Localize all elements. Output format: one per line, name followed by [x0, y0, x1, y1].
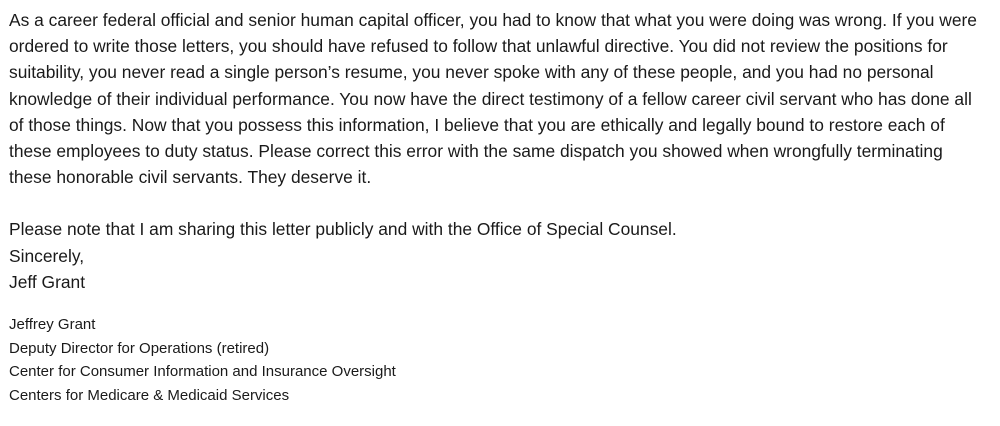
paragraph-line: As a career federal official and senior human capital officer, you had to know that what you were doing was wrong. If you were	[9, 10, 977, 30]
paragraph-line: these honorable civil servants. They deserve it.	[9, 167, 372, 188]
signature-agency: Centers for Medicare & Medicaid Services	[9, 386, 290, 404]
main-paragraph	[9, 7, 994, 190]
note-line: Please note that I am sharing this letter publicly and with the Office of Special Counsel.	[9, 219, 677, 240]
paragraph-line: knowledge of their individual performance. You now have the direct testimony of a fellow career civil servant who has done all	[9, 88, 972, 109]
paragraph-line: of those things. Now that you possess this information, I believe that you are ethically and legally bound to restore each of	[9, 114, 945, 135]
paragraph-spacer	[9, 190, 994, 216]
note-paragraph	[9, 216, 994, 295]
paragraph-line: suitability, you never read a single person’s resume, you never spoke with any of these people, and you had no personal	[9, 62, 934, 83]
signature-name: Jeffrey Grant	[9, 316, 96, 334]
signed-name: Jeff Grant	[9, 271, 86, 292]
letter	[9, 7, 994, 407]
signature-block	[9, 313, 994, 407]
paragraph-line: ordered to write those letters, you should have refused to follow that unlawful directive. You did not review the positions for	[9, 36, 948, 57]
paragraph-line: these employees to duty status. Please correct this error with the same dispatch you showed when wrongfully terminating	[9, 141, 943, 162]
closing-line: Sincerely,	[9, 245, 85, 266]
signature-center: Center for Consumer Information and Insurance Oversight	[9, 363, 396, 381]
signature-spacer	[9, 295, 994, 313]
signature-title: Deputy Director for Operations (retired)	[9, 339, 270, 357]
